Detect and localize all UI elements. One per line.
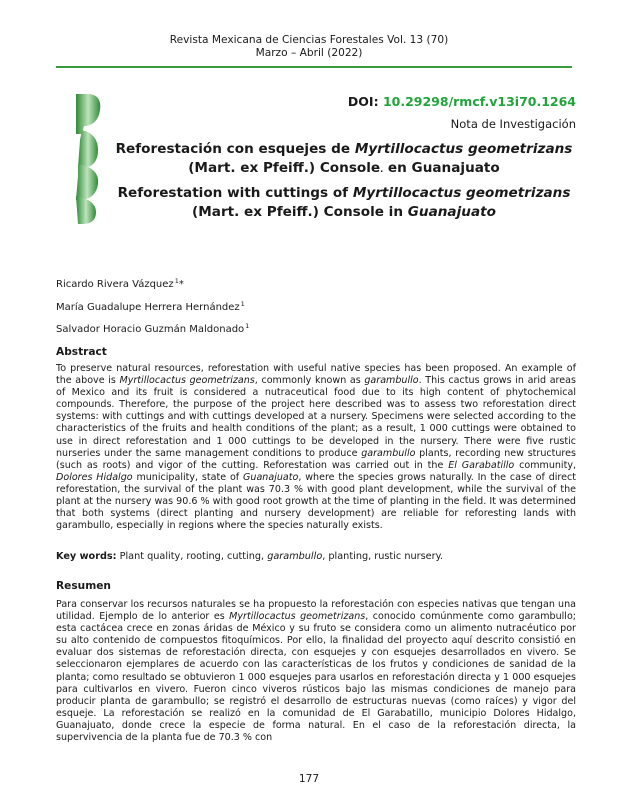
author: María Guadalupe Herrera Hernández$^1$ [56,299,245,313]
title-english: Reforestation with cuttings of Myrtillocactus geometrizans (Mart. ex Pfeiff.) Console in Guanajuato [117,185,571,220]
article-type: Nota de Investigación [450,117,576,131]
journal-issue: Marzo – Abril (2022) [255,47,363,59]
doi [348,94,576,109]
header-divider [56,66,572,68]
doi-label: DOI: [347,94,383,109]
author: Ricardo Rivera Vázquez$^1$* [56,277,184,290]
resumen-heading: Resumen [56,580,111,592]
journal-title: Revista Mexicana de Ciencias Forestales Vol. 13 (70) [169,34,449,46]
keywords: Key words: Plant quality, rooting, cutting, garambullo, planting, rustic nursery. [56,551,444,562]
abstract-heading: Abstract [56,346,107,358]
doi-link[interactable]: 10.29298/rmcf.v13i70.1264 [382,94,576,109]
author: Salvador Horacio Guzmán Maldonado$^1$ [56,322,250,335]
journal-header [0,34,618,60]
journal-logo-icon [70,90,104,228]
resumen-text: Para conservar los recursos naturales se ha propuesto la reforestación con especies nativas que tengan una utilidad. Ejemplo de lo anterior es Myrtillocactus geometrizans, conocido comúnmente como garambullo; esta cactácea crece en zonas áridas de México y su fruto se considera como un alimento nutracéutico por su alto contenido de compuestos fitoquímicos. Por ello, la finalidad del proyecto aquí descrito consistió en evaluar dos sistemas de reforestación directa, con esquejes y con esquejes desarrollados en vivero. Se seleccionaron ejemplares de acuerdo con las características de los frutos y condiciones de sanidad de la planta; como resultado se obtuvieron 1 000 esquejes para usarlos en reforestación directa y 1 000 esquejes para cultivarlos en vivero. Fueron cinco viveros rústicos bajo las mismas condiciones de manejo para producir planta de garambullo; se registró el desarrollo de estructuras nuevas (como raíces) y vigor del esqueje. La reforestación se realizó en la comunidad de El Garabatillo, municipio Dolores Hidalgo, Guanajuato, donde crece la especie de forma natural. En el caso de la reforestación directa, la supervivencia de la planta fue de 70.3 % con [56,599,576,744]
page-number: 177 [298,773,320,785]
author-list [56,272,249,340]
title-spanish: Reforestación con esquejes de Myrtillocactus geometrizans (Mart. ex Pfeiff.) Console. en Guanajuato [115,141,573,176]
abstract-text: To preserve natural resources, reforestation with useful native species has been proposed. An example of the above is Myrtillocactus geometrizans, commonly known as garambullo. This cactus grows in arid areas of Mexico and its fruit is considered a nutraceutical food due to its high content of phytochemical compounds. Therefore, the purpose of the project here described was to assess two reforestation direct systems: with cuttings and with cuttings developed at a nursery. Specimens were selected according to the characteristics of the fruits and health conditions of the plant; as a result, 1 000 cuttings were obtained to use in direct reforestation and 1 000 cuttings to be developed in the nursery. There were five rustic nurseries under the same management conditions to produce garambullo plants, recording new structures (such as roots) and vigor of the cutting. Reforestation was carried out in the El Garabatillo community, Dolores Hidalgo municipality, state of Guanajuato, where the species grows naturally. In the case of direct reforestation, the survival of the plant was 70.3 % with good plant development, while the survival of the plant at the nursery was 90.6 % with good root growth at the time of planting in the field. It was determined that both systems (direct planting and nursery development) are reliable for reforesting lands with garambullo, especially in regions where the species naturally exists. [56,363,577,532]
